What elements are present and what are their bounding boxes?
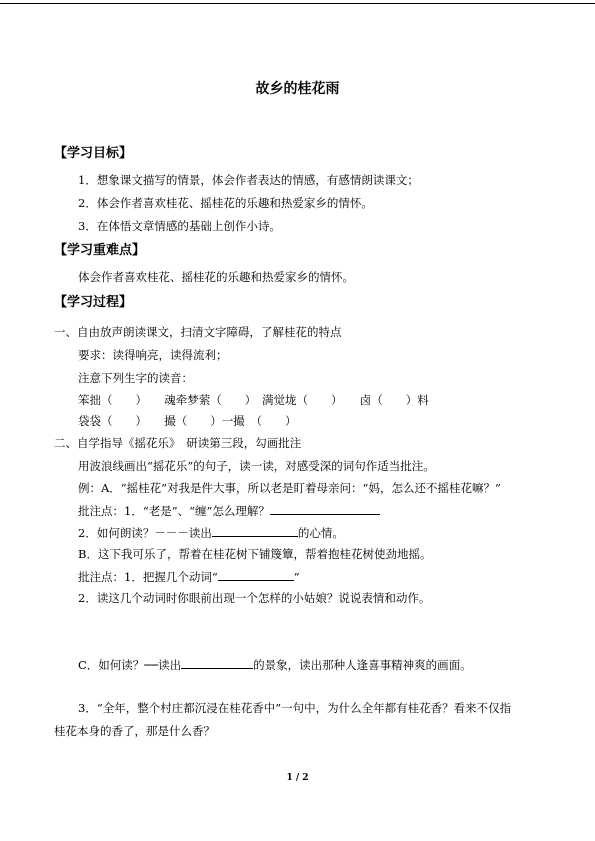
goal-item-2: 2．体会作者喜欢桂花、摇桂花的乐趣和热爱家乡的情怀。 [78,196,373,210]
question-3-line-1: 3．“全年，整个村庄都沉浸在桂花香中”一句中，为什么全年都有桂花香？看来不仅指 [78,701,512,715]
answer-blank[interactable] [218,569,294,581]
question-2 [78,525,344,541]
keypoints-heading: 【学习重难点】 [54,243,146,258]
page-title: 故乡的桂花雨 [255,81,340,97]
answer-blank[interactable] [181,657,253,669]
question-3-line-2: 桂花本身的香了，那是什么香？ [54,724,215,738]
requirement-text: 要求：读得响亮，读得流利； [78,348,228,362]
pinyin-row-1: 笨拙（ ） 魂牵梦萦（ ） 满觉垅（ ） 卤（ ）料 [78,393,429,407]
step-2: 二、自学指导《摇花乐》 研读第三段，勾画批注 [54,436,302,450]
instruction-text: 用波浪线画出“摇花乐”的句子，读一读，对感受深的词句作适当批注。 [78,459,435,473]
example-a: 例：A．“摇桂花”对我是件大事，所以老是盯着母亲问：“妈，怎么还不摇桂花嘛？” [78,481,501,495]
question-2-prefix: 2．如何朗读？－－－读出 [78,526,212,540]
answer-blank[interactable] [270,503,380,515]
process-heading: 【学习过程】 [54,295,133,310]
pinyin-row-2: 袋袋（ ） 撮（ ）一撮 （ ） [78,414,297,428]
goals-heading: 【学习目标】 [54,146,133,161]
goal-item-1: 1．想象课文描写的情景，体会作者表达的情感，有感情朗读课文； [78,173,419,187]
question-2b: 2．读这几个动词时你眼前出现一个怎样的小姑娘？说说表情和动作。 [78,591,431,605]
annotation-1-text: 批注点：1．“老是”、“缠”怎么理解？ [78,504,270,518]
pronunciation-note: 注意下列生字的读音： [78,371,193,385]
question-2-suffix: 的心情。 [297,526,344,540]
annotation-1 [78,503,380,519]
question-c-prefix: C．如何读？──读出 [78,658,182,672]
question-c [78,657,472,673]
answer-blank[interactable] [212,525,298,537]
keypoints-text: 体会作者喜欢桂花、摇桂花的乐趣和热爱家乡的情怀。 [78,270,354,284]
annotation-2-suffix: ” [293,570,300,584]
annotation-2 [78,569,300,585]
goal-item-3: 3．在体悟文章情感的基础上创作小诗。 [78,219,281,233]
top-rule [0,3,595,4]
step-1: 一、自由放声朗读课文，扫清文字障碍，了解桂花的特点 [54,325,342,339]
question-c-suffix: 的景象，读出那种人逢喜事精神爽的画面。 [253,658,472,672]
annotation-2-prefix: 批注点：1．把握几个动词“ [78,570,218,584]
example-b: B．这下我可乐了，帮着在桂花树下铺篾簟，帮着抱桂花树使劲地摇。 [78,547,432,561]
page-number: 1 / 2 [286,773,309,783]
